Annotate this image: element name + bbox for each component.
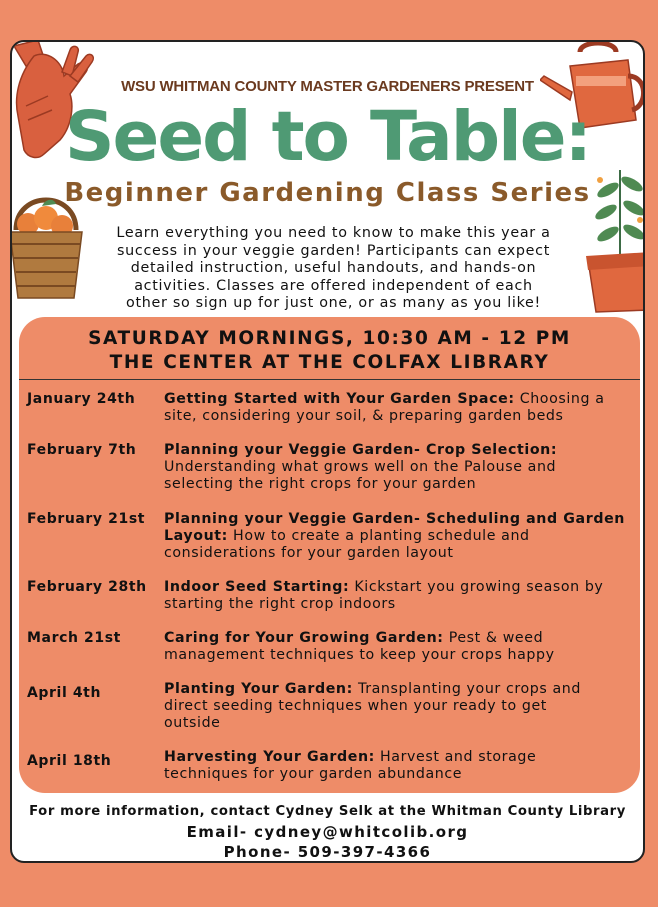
class-date: February 28th [27, 579, 147, 595]
class-title: Getting Started with Your Garden Space: [164, 391, 515, 407]
intro-line: detailed instruction, useful handouts, and hands-on [130, 260, 537, 276]
class-date: April 4th [27, 685, 102, 701]
class-description: Planning your Veggie Garden- Crop Selection: Understanding what grows well on the Palouse and selecting the right crops for your garden [164, 442, 558, 492]
class-title: Planning your Veggie Garden- Crop Selection: [164, 442, 558, 458]
class-description: Getting Started with Your Garden Space: Choosing a site, considering your soil, & preparing garden beds [164, 391, 605, 424]
contact-text: For more information, contact Cydney Selk at the Whitman County Library [29, 804, 626, 819]
class-description: Harvesting Your Garden: Harvest and storage techniques for your garden abundance [164, 749, 537, 782]
class-title: Caring for Your Growing Garden: [164, 630, 444, 646]
intro-line: activities. Classes are offered independent of each [134, 277, 533, 294]
class-date: February 21st [27, 511, 146, 527]
intro-line: other so sign up for just one, or as many as you like! [126, 295, 541, 311]
class-description: Planning your Veggie Garden- Scheduling and Garden Layout: How to create a planting schedule and considerations for your garden layout [164, 511, 625, 561]
class-title: Planning your Veggie Garden- Scheduling and Garden [164, 511, 625, 527]
intro-line: success in your veggie garden! Participants can expect [116, 242, 551, 259]
class-date: April 18th [27, 753, 112, 769]
class-description: Caring for Your Growing Garden: Pest & weed management techniques to keep your crops happy [164, 630, 555, 663]
class-title: Indoor Seed Starting: [164, 579, 350, 595]
intro-paragraph [82, 225, 585, 313]
class-date: March 21st [27, 630, 121, 646]
flyer-card [10, 40, 645, 863]
phone-text: Phone- 509-397-4366 [223, 843, 432, 861]
divider [19, 379, 640, 380]
schedule-panel [19, 317, 640, 793]
page-subtitle: Beginner Gardening Class Series [64, 178, 591, 208]
schedule-location: THE CENTER AT THE COLFAX LIBRARY [109, 352, 550, 373]
schedule-time: SATURDAY MORNINGS, 10:30 AM - 12 PM [88, 328, 571, 349]
intro-line: Learn everything you need to know to make this year a [116, 225, 551, 241]
class-date: February 7th [27, 442, 137, 458]
schedule-heading [19, 327, 640, 375]
presenter-line: WSU WHITMAN COUNTY MASTER GARDENERS PRESENT [121, 78, 534, 95]
class-description: Indoor Seed Starting: Kickstart you growing season by starting the right crop indoors [164, 579, 604, 612]
class-title: Planting Your Garden: [164, 681, 353, 697]
email-text: Email- cydney@whitcolib.org [186, 823, 469, 841]
class-date: January 24th [27, 391, 136, 407]
class-description: Planting Your Garden: Transplanting your crops and direct seeding techniques when your ready to get outside [164, 681, 581, 731]
class-title: Harvesting Your Garden: [164, 749, 375, 765]
page-title: Seed to Table: [64, 97, 591, 177]
